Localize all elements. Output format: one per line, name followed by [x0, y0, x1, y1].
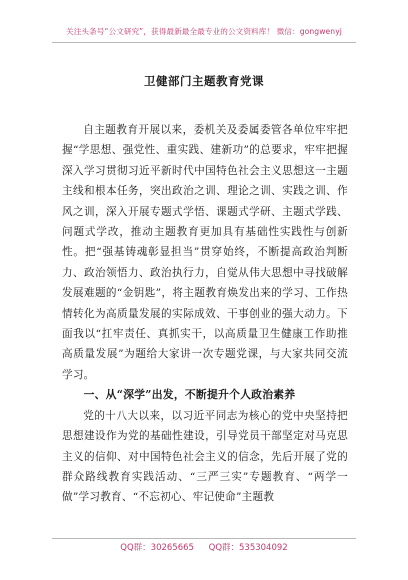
footer-qq-group-1: QQ群：30265665 — [120, 543, 194, 553]
header-banner: 关注头条号“公文研究”，获得最新最全最专业的公文资料库！ 微信：gongwenyj — [66, 27, 342, 36]
footer-qq-group-2: QQ群：535304092 — [208, 543, 288, 553]
document-body — [62, 120, 348, 508]
footer — [0, 541, 408, 553]
header-divider — [52, 42, 356, 43]
intro-paragraph: 自主题教育开展以来，委机关及委属委管各单位牢牢把握“学思想、强党性、重实践、建新功”的总要求，牢牢把握深入学习贯彻习近平新时代中国特色社会主义思想这一主题主线和根本任务，突出政治之训、理论之训、实践之训、作风之训，深入开展专题式学悟、课题式学研、主题式学践、问题式学改，推动主题教育更加具有基础性实践性与创新性。把“强基铸魂彰显担当”贯穿始终，不断提高政治判断力、政治领悟力、政治执行力，自觉从伟大思想中寻找破解发展难题的“金钥匙”，将主题教育焕发出来的学习、工作热情转化为高质量发展的实际成效、干事创业的强大动力。下面我以“扛牢责任、真抓实干，以高质量卫生健康工作助推高质量发展”为题给大家讲一次专题党课，与大家共同交流学习。 — [62, 124, 348, 381]
section-heading: 一、从“深学”出发，不断提升个人政治素养 — [83, 388, 296, 402]
section-paragraph: 党的十八大以来，以习近平同志为核心的党中央坚持把思想建设作为党的基础性建设，引导党员干部坚定对马克思主义的信仰、对中国特色社会主义的信念，先后开展了党的群众路线教育实践活动、“三严三实”专题教育、“两学一做”学习教育、“不忘初心、牢记使命”主题教 — [62, 409, 348, 504]
footer-divider — [52, 538, 356, 539]
document-title: 卫健部门主题教育党课 — [144, 74, 264, 88]
